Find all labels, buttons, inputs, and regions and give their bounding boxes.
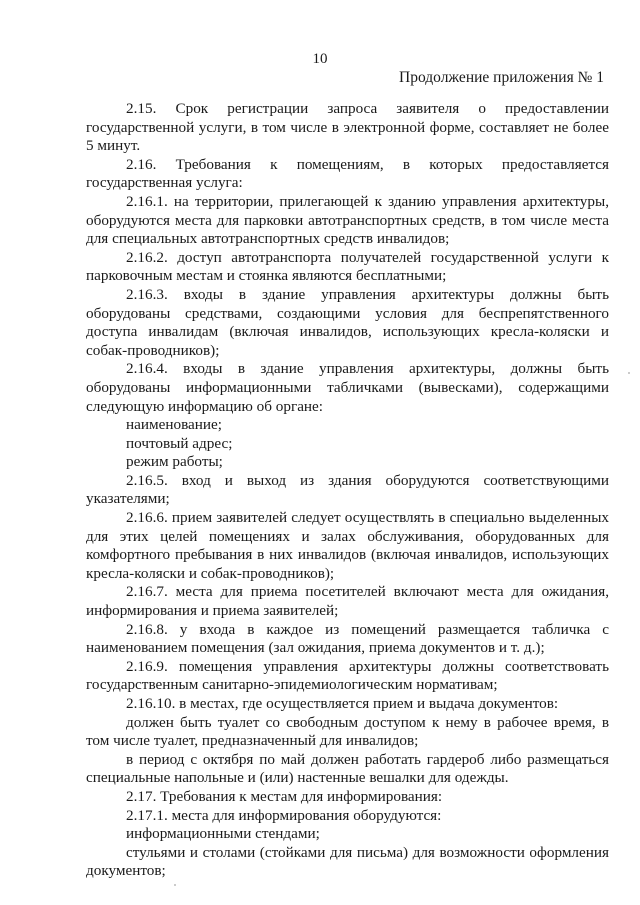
paragraph-2-16-5: 2.16.5. вход и выход из здания оборудуются соответствующими указателями; [86,471,609,508]
paragraph-2-16-3: 2.16.3. входы в здание управления архитектуры должны быть оборудованы средствами, создающими условия для беспрепятственного доступа инвалидам (включая инвалидов, использующих кресла-коляски и собак-проводников); [86,285,609,359]
paragraph-2-17-1: 2.17.1. места для информирования оборудуются: [126,806,442,824]
list-item-chairs-tables: стульями и столами (стойками для письма) для возможности оформления документов; [86,843,609,880]
paragraph-2-15: 2.15. Срок регистрации запроса заявителя о предоставлении государственной услуги, в том числе в электронной форме, составляет не более 5 минут. [86,100,609,155]
scan-artifact [174,884,176,886]
paragraph-2-16-6: 2.16.6. прием заявителей следует осуществлять в специально выделенных для этих целей помещениях и залах обслуживания, оборудованных для комфортного пребывания в них инвалидов (включая инвалидов, использующих кресла-коляски и собак-проводников); [86,509,609,582]
paragraph-2-17: 2.17. Требования к местам для информирования: [126,787,443,805]
list-item-postal-address: почтовый адрес; [126,434,233,452]
list-item-info-stands: информационными стендами; [126,825,320,843]
list-item-work-schedule: режим работы; [126,453,223,471]
paragraph-2-16: 2.16. Требования к помещениям, в которых предоставляется государственная услуга: [86,155,609,192]
paragraph-2-16-8: 2.16.8. у входа в каждое из помещений размещается табличка с наименованием помещения (зал ожидания, приема документов и т. д.); [86,620,609,657]
scan-artifact [628,372,630,374]
appendix-header: Продолжение приложения № 1 [399,69,604,86]
document-body [86,100,609,881]
paragraph-2-16-2: 2.16.2. доступ автотранспорта получателей государственной услуги к парковочным местам и стоянка являются бесплатными; [86,248,609,285]
paragraph-2-16-1: 2.16.1. на территории, прилегающей к зданию управления архитектуры, оборудуются места для парковки автотранспортных средств, в том числе места для специальных автотранспортных средств инвалидов; [86,192,609,248]
list-item-wardrobe: в период с октября по май должен работать гардероб либо размещаться специальные напольные и (или) настенные вешалки для одежды. [86,750,609,787]
page-number: 10 [312,51,328,67]
list-item-name: наименование; [126,416,222,434]
paragraph-2-16-10: 2.16.10. в местах, где осуществляется прием и выдача документов: [126,695,559,712]
list-item-toilet: должен быть туалет со свободным доступом к нему в рабочее время, в том числе туалет, предназначенный для инвалидов; [86,713,609,750]
paragraph-2-16-9: 2.16.9. помещения управления архитектуры должны соответствовать государственным санитарно-эпидемиологическим нормативам; [86,657,609,694]
paragraph-2-16-7: 2.16.7. места для приема посетителей включают места для ожидания, информирования и приема заявителей; [86,583,609,620]
paragraph-2-16-4: 2.16.4. входы в здание управления архитектуры, должны быть оборудованы информационными табличками (вывесками), содержащими следующую информацию об органе: [86,360,609,415]
